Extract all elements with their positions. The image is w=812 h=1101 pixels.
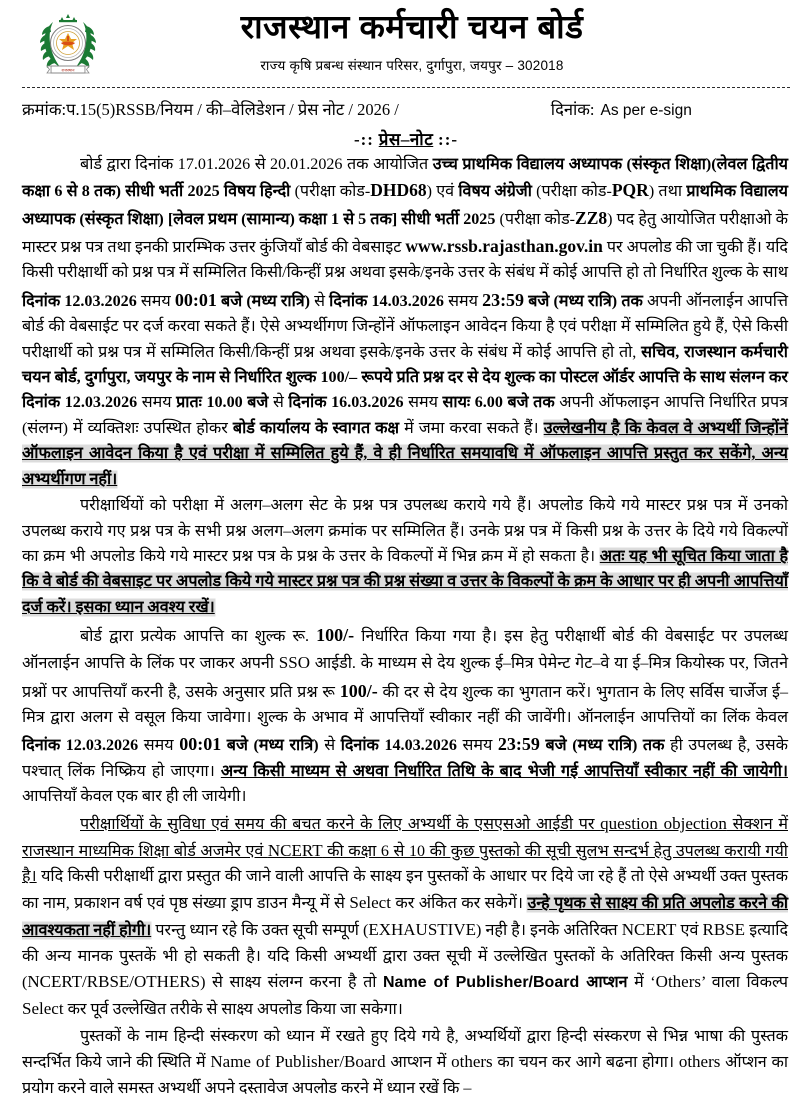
select-label-1: Select — [349, 892, 391, 912]
online-link-end-time: 23:59 — [497, 734, 540, 755]
p3-s1: बोर्ड द्वारा प्रत्येक आपत्ति का शुल्क रू. — [80, 628, 317, 646]
p3-s16: बजे (मध्य रात्रि) — [539, 737, 638, 755]
highlight-offline-eligibility: उल्लेखनीय है कि केवल वे अभ्यर्थी जिन्होंनें ऑफलाइन आवेदन किया है एवं परीक्षा में सम्मिलित हुये हैं, वे ही निर्धारित समयावधि में ऑफलाइन आपत्ति प्रस्तुत कर सकेंगे, अन्य अभ्यर्थीगण नहीं। — [22, 419, 788, 488]
organization-heading — [114, 8, 790, 74]
p4-s16: इत्यादि की अन्य मानक पुस्तकें भी हो सकती है। यदि किसी अभ्यर्थी द्वारा उक्त सूची में उल्लेखित पुस्तकों के अतिरिक्त किसी अन्य पुस्तक ( — [22, 921, 788, 991]
exam-code-dhd68: DHD68 — [370, 180, 427, 201]
heading-right-decor: ::- — [438, 130, 459, 149]
exam-code-zz8: ZZ8 — [575, 208, 608, 229]
document-masthead — [0, 0, 812, 78]
rbse-label: RBSE — [702, 919, 746, 939]
online-link-end-date: दिनांक 14.03.2026 — [340, 737, 457, 755]
p1-s29: समय — [403, 394, 443, 412]
p3-s5: आईडी. के माध्यम से देय शुल्क ई–मित्र पेमेन्ट गेट–वे या ई–मित्र कियोस्क पर, जितने प्रश्नों पर आपत्तियाँ करनी है, उसके अनुसार प्रति प्रश्न रू — [22, 654, 788, 701]
p1-s10: ) पद हेतु आयोजित परीक्षाओ के मास्टर प्रश्न पत्र तथा इनकी प्रारम्भिक उत्तर कुंजियॉं बोर्ड की वेबसाइट — [22, 211, 789, 256]
p4-s6: यदि किसी परीक्षार्थी द्वारा प्रस्तुत की जाने वाली आपत्ति के साक्ष्य इन पुस्तकों के आधार पर दिये जा रहे हैं तो ऐसे अभ्यर्थी उक्त पुस्तक का नाम, प्रकाशन वर्ष एवं पृष्ठ संख्या ड्राप डाउन मैन्यू में से — [22, 868, 788, 912]
name-of-publisher-board-label: Name of Publisher/Board — [210, 1052, 386, 1072]
select-label-2: Select — [22, 998, 64, 1018]
p3-s17: तक — [637, 737, 665, 755]
p3-s7: की दर से देय शुल्क का भुगतान करें। भुगतान के लिए सर्विस चार्जेज ई–मित्र द्वारा अलग से वसूल किया जावेगा। शुल्क के अभाव में आपत्तियाँ स्वीकार नहीं की जावेंगी। ऑनलाईन आपत्तियों का लिंक केवल — [22, 683, 788, 726]
p4-s20: में ‘ — [627, 973, 656, 991]
highlight-master-paper-notice: अतः यह भी सूचित किया जाता है कि वे बोर्ड की वेबसाइट पर अपलोड किये गये मास्टर प्रश्न पत्र की प्रश्न संख्या व उत्तर के विकल्पों के क्रम के आधार पर ही अपनी आपत्तियाँ दर्ज करें। इसका ध्यान अवश्य रखें। — [22, 548, 788, 616]
p4-s10: परन्तु ध्यान रहे कि उक्त सूची सम्पूर्ण ( — [151, 921, 369, 939]
ncert-rbse-others-label: NCERT/RBSE/OTHERS — [27, 971, 201, 991]
board-website-url[interactable]: www.rssb.rajasthan.gov.in — [405, 235, 603, 256]
exhaustive-label: EXHAUSTIVE — [368, 919, 476, 939]
paragraph-book-reference — [22, 811, 788, 1023]
paragraph-objection-fee — [22, 621, 788, 809]
p1-s2: उच्च प्राथमिक विद्यालय अध्यापक (संस्कृत शिक्षा)(लेवल द्वितीय कक्षा 6 से 8 तक) सीधी भर्ती 2025 विषय हिन्दी — [22, 156, 788, 201]
p1-s19: समय — [443, 292, 483, 310]
p1-s17: से — [310, 292, 330, 310]
p3-s12: से — [318, 737, 341, 755]
emblem-container — [22, 8, 114, 78]
organization-title: राजस्थान कर्मचारी चयन बोर्ड — [240, 8, 584, 45]
p1-s14: समय — [136, 292, 175, 310]
others-option-label-2: others — [451, 1052, 493, 1072]
paragraph-hindi-edition-note — [22, 1024, 788, 1101]
online-link-start-date: दिनांक 12.03.2026 — [22, 737, 139, 755]
p4-s12: ) नही है। इनके अतिरिक्त — [476, 921, 622, 939]
sso-label: SSO — [278, 652, 310, 672]
p1-s25: समय — [137, 394, 177, 412]
fee-amount-2: 100/- — [339, 680, 378, 701]
p1-s27: से — [268, 394, 289, 412]
rajasthan-state-emblem-icon — [37, 12, 99, 78]
p3-s11: बजे (मध्य रात्रि) — [221, 737, 319, 755]
p3-s14: समय — [456, 737, 498, 755]
highlight-late-objection-rejected: अन्य किसी माध्यम से अथवा निर्धारित तिथि के बाद भेजी गई आपत्तियाँ स्वीकार नहीं की जायेगी। — [220, 762, 788, 780]
p1-s31: अपनी ऑफलाइन आपत्ति निर्धारित प्रपत्र (संलग्न) में व्यक्तिशः उपस्थित होकर — [22, 394, 789, 437]
p1-s1: बोर्ड द्वारा दिनांक 17.01.2026 से 20.01.2026 तक आयोजित — [80, 156, 433, 173]
p1-s6: (परीक्षा कोड- — [536, 183, 612, 201]
p1-s33: में जमा करवा सकते हैं। — [399, 419, 544, 437]
paragraph-exam-details — [22, 152, 788, 492]
p1-s12: पर अपलोड की जा चुकी हैं। यदि किसी परीक्षार्थी को प्रश्न पत्र में सम्मिलित किसी/किन्हीं प्रश्न अथवा इसके/इनके उत्तर के संबंध में कोई आपत्ति हो तो निर्धारित शुल्क के साथ — [22, 238, 788, 282]
online-link-start-time: 00:01 — [179, 734, 222, 755]
p3-s20: आपत्तियाँ केवल एक बार ही ली जायेगी। — [22, 788, 247, 806]
p5-s5: का चयन कर आगे बढना होगा। — [492, 1054, 679, 1072]
document-body — [0, 150, 812, 1101]
heading-left-decor: -:: — [353, 130, 374, 149]
p1-s22: तक — [617, 292, 643, 310]
p4-s22: ’ वाला विकल्प — [701, 973, 788, 991]
paragraph-question-sets — [22, 493, 788, 620]
p4-s3: सेक्शन में राजस्थान माध्यमिक शिक्षा बोर्ड अजमेर एवं — [22, 815, 788, 860]
objection-end-date: दिनांक 14.03.2026 — [329, 292, 444, 310]
p4-s24: कर पूर्व उल्लेखित तरीके से साक्ष्य अपलोड किया जा सकेगा। — [63, 1000, 403, 1018]
p1-s21: बजे (मध्य रात्रि) — [524, 292, 618, 310]
p1-s8: प्राथमिक विद्यालय अध्यापक (संस्कृत शिक्षा) [लेवल प्रथम (सामान्य) कक्षा 1 से 5 तक] सीधी भर्ती 2025 — [22, 183, 788, 229]
p4-s14: एवं — [676, 921, 703, 939]
exam-code-pqr: PQR — [611, 180, 649, 201]
ncert-label-1: NCERT — [267, 840, 323, 860]
objection-end-time: 23:59 — [482, 289, 525, 310]
highlight-no-separate-upload: उन्हे पृथक से साक्ष्य की प्रति अपलोड करने की आवश्यकता नहीं होगी। — [22, 894, 788, 939]
fee-amount-1: 100/- — [316, 625, 355, 646]
date-value: As per e-sign — [600, 102, 692, 119]
press-note-heading — [0, 127, 812, 150]
date-label: दिनांक: — [550, 100, 595, 119]
p2-s1: परीक्षार्थियों को परीक्षा में अलग–अलग सेट के प्रश्न पत्र उपलब्ध कराये गये हैं। अपलोड किये गये मास्टर प्रश्न पत्र में उनको उपलब्ध कराये गए प्रश्न पत्र के सभी प्रश्न अलग–अलग क्रमांक पर सम्मिलित हैं। उनके प्रश्न पत्र में किसी प्रश्न के उत्तर के दिये गये विकल्पों का क्रम भी अपलोड किये गये मास्टर प्रश्न पत्र के प्रश्न के उत्तर के विकल्पों में भिन्न क्रम में हो सकता है। — [22, 497, 788, 565]
reference-line — [0, 88, 812, 120]
board-reception-room: बोर्ड कार्यालय के स्वागत कक्ष — [232, 419, 400, 437]
organization-address: राज्य कृषि प्रबन्ध संस्थान परिसर, दुर्गापुरा, जयपुर – 302018 — [260, 57, 564, 73]
others-option-label-1: Others — [655, 971, 701, 991]
p4-s1: परीक्षार्थियों के सुविधा एवं समय की बचत करने के लिए अभ्यर्थी के एसएसओ आईडी पर — [80, 815, 601, 833]
p1-s7: ) तथा — [648, 183, 687, 201]
p5-s1: पुस्तकों के नाम हिन्दी संस्करण को ध्यान में रखते हुए दिये गये है, अभ्यर्थियों द्वारा हिन्दी संस्करण से भिन्न भाषा की पुस्तक सन्दर्भित किये जाने की स्थिति में — [22, 1027, 788, 1072]
objection-start-date: दिनांक 12.03.2026 — [22, 292, 137, 310]
offline-end-date: दिनांक 16.03.2026 — [288, 394, 404, 412]
name-of-publisher-board-option: Name of Publisher/Board आप्शन — [383, 973, 628, 991]
offline-start-time: प्रातः 10.00 बजे — [176, 394, 269, 412]
question-objection-section-label: question objection — [600, 813, 727, 833]
p3-s18: ही उपलब्ध है, उसके पश्चात् लिंक निष्क्रिय हो जाएगा। — [22, 737, 788, 780]
svg-text:राजस्थान: राजस्थान — [61, 67, 75, 73]
p1-s23: अपनी ऑनलाईन आपत्ति बोर्ड की वेबसाईट पर दर्ज करवा सकते हैं। ऐसे अभ्यर्थीगण जिन्होंनें ऑफलाइन आवेदन किया है एवं परीक्षा में सम्मिलित हुये हैं, ऐसे किसी परीक्षार्थी को प्रश्न पत्र में सम्मिलित किसी/किन्हीं प्रश्न अथवा इसके/इनके उत्तर के संबंध में कोई आपत्ति हो तो, — [22, 292, 789, 361]
p1-s5: विषय अंग्रेजी — [458, 183, 537, 201]
p4-s5: की कक्षा 6 से 10 की कुछ पुस्तको की सूची सुलभ सन्दर्भ हेतु उपलब्ध करायी गयी है। — [22, 842, 788, 886]
offline-address-info: सचिव, राजस्थान कर्मचारी चयन बोर्ड, दुर्गापुरा, जयपुर के नाम से निर्धारित शुल्क 100/– रूपये प्रति प्रश्न दर से देय शुल्क का पोस्टल ऑर्डर आपत्ति के साथ संलग्न कर दिनांक 12.03.2026 — [22, 343, 788, 412]
p1-s9: (परीक्षा कोड- — [495, 211, 576, 229]
p4-s8: कर अंकित कर सकेगें। — [390, 894, 528, 912]
p1-s16: बजे (मध्य रात्रि) — [216, 292, 310, 310]
others-option-label-3: others — [678, 1052, 721, 1072]
objection-start-time: 00:01 — [174, 289, 217, 310]
p4-s18: ) से साक्ष्य संलग्न करना है तो — [200, 973, 383, 991]
p3-s3: निर्धारित किया गया है। इस हेतु परीक्षार्थी बोर्ड की वेबसाईट पर उपलब्ध ऑनलाईन आपत्ति के लिंक पर जाकर अपनी — [22, 628, 788, 672]
ncert-label-2: NCERT — [621, 919, 677, 939]
reference-number: क्रमांक:प.15(5)RSSB/नियम / की–वेलिडेशन / प्रेस नोट / 2026 / — [22, 100, 399, 119]
p3-s9: समय — [138, 737, 180, 755]
press-note-title: प्रेस–नोट — [378, 130, 434, 149]
p5-s3: आप्शन में — [385, 1054, 452, 1072]
p5-s7: ऑप्शन का प्रयोग करने वाले समस्त अभ्यर्थी अपने दस्तावेज अपलोड करने में ध्यान रखें कि – — [22, 1054, 789, 1097]
p1-s4: ) एवं — [426, 183, 459, 201]
offline-end-time: सायः 6.00 बजे तक — [442, 394, 555, 412]
p1-s3: (परीक्षा कोड- — [294, 183, 371, 201]
document-date — [551, 97, 692, 120]
